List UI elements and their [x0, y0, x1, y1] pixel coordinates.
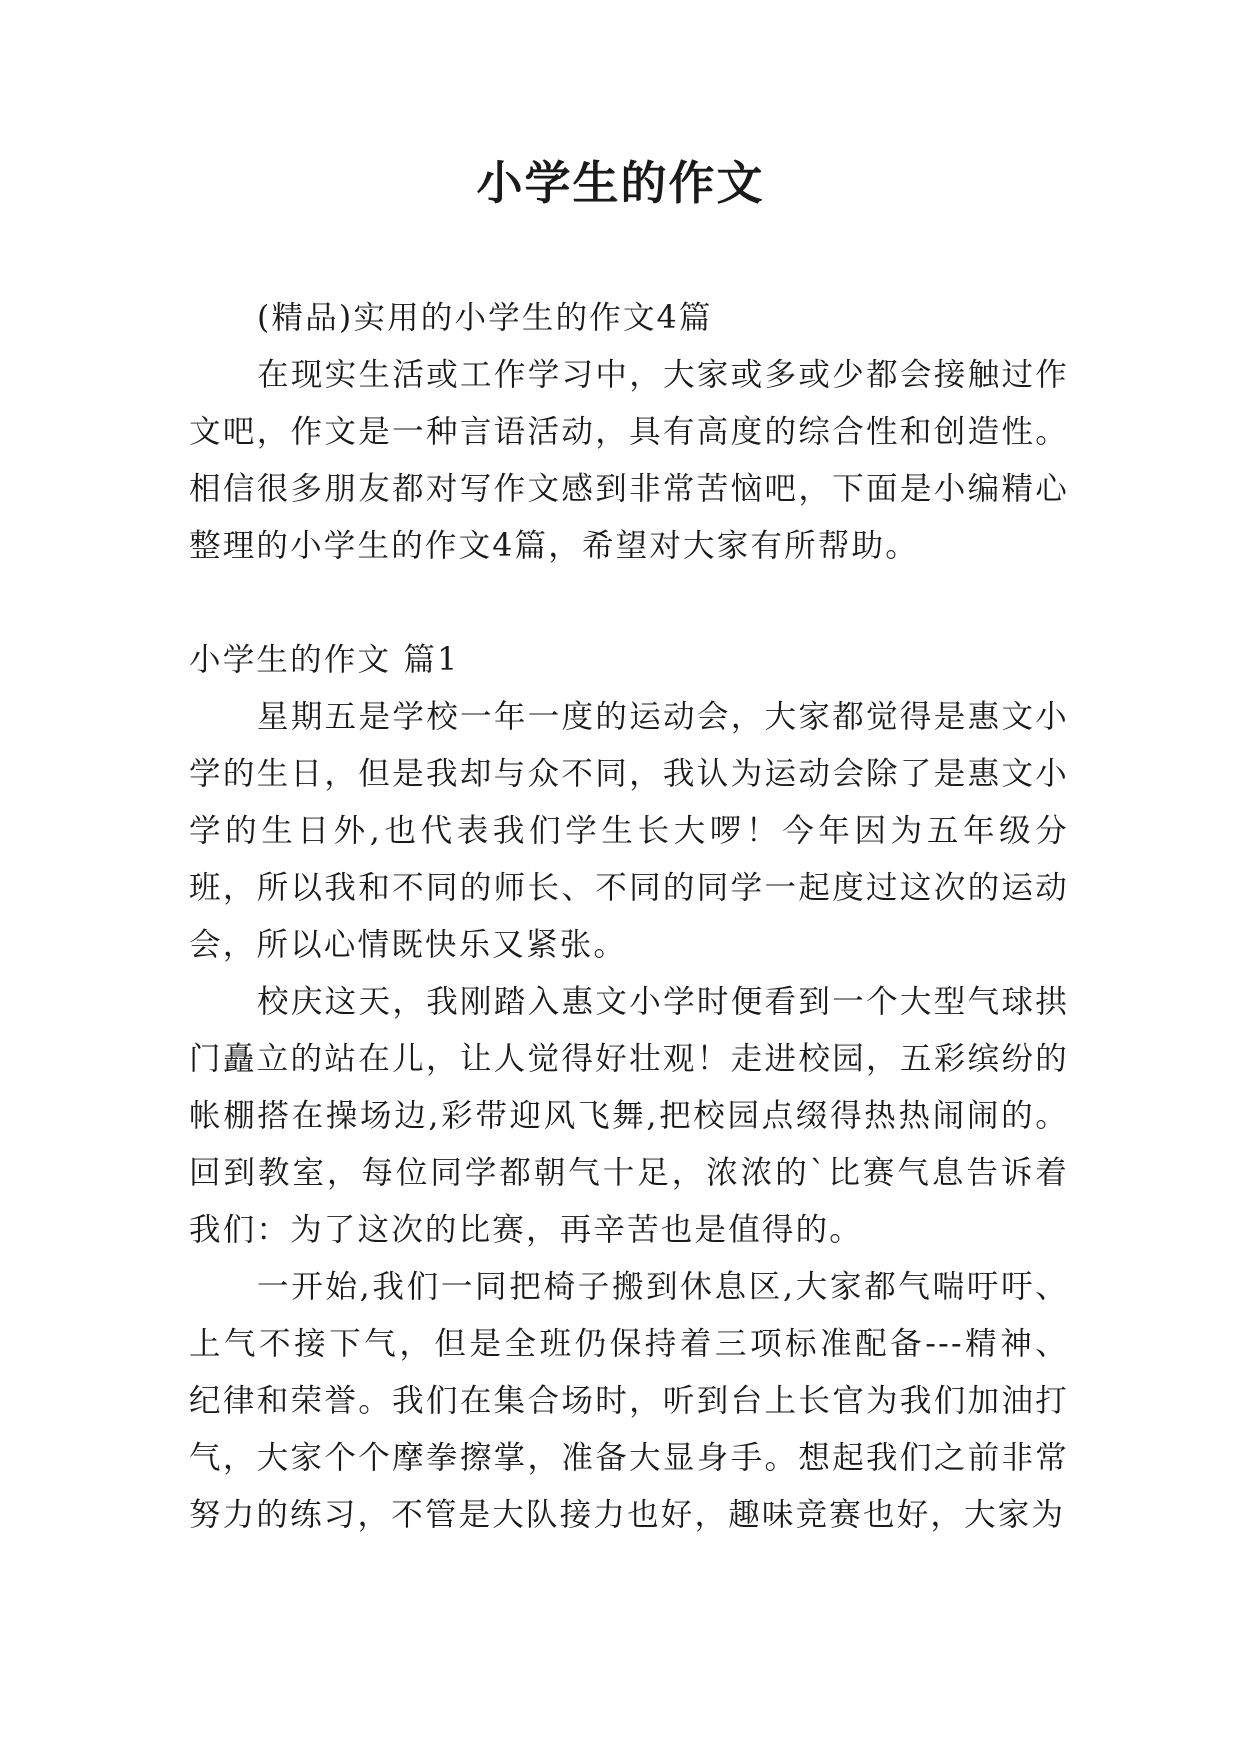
document-title: 小学生的作文: [476, 156, 765, 210]
essay-paragraph-1: 星期五是学校一年一度的运动会，大家都觉得是惠文小学的生日，但是我却与众不同，我认为运动会除了是惠文小学的生日外,也代表我们学生长大啰！今年因为五年级分班，所以我和不同的师长、不同的同学一起度过这次的运动会，所以心情既快乐又紧张。: [189, 699, 1069, 963]
intro-paragraph: 在现实生活或工作学习中，大家或多或少都会接触过作文吧，作文是一种言语活动，具有高度的综合性和创造性。相信很多朋友都对写作文感到非常苦恼吧，下面是小编精心整理的小学生的作文4篇，希望对大家有所帮助。: [189, 357, 1069, 564]
document-body: [189, 290, 1069, 1544]
section-heading: 小学生的作文 篇1: [189, 642, 460, 678]
section-gap: [189, 575, 1069, 632]
document-subtitle: (精品)实用的小学生的作文4篇: [257, 300, 713, 336]
essay-paragraph-2: 校庆这天，我刚踏入惠文小学时便看到一个大型气球拱门矗立的站在儿，让人觉得好壮观！走进校园，五彩缤纷的帐棚搭在操场边,彩带迎风飞舞,把校园点缀得热热闹闹的。回到教室，每位同学都朝气十足，浓浓的`比赛气息告诉着我们：为了这次的比赛，再辛苦也是值得的。: [189, 984, 1069, 1248]
essay-paragraph-3: 一开始,我们一同把椅子搬到休息区,大家都气喘吁吁、上气不接下气，但是全班仍保持着三项标准配备---精神、纪律和荣誉。我们在集合场时，听到台上长官为我们加油打气，大家个个摩拳擦掌，准备大显身手。想起我们之前非常努力的练习，不管是大队接力也好，趣味竞赛也好，大家为: [189, 1269, 1069, 1533]
